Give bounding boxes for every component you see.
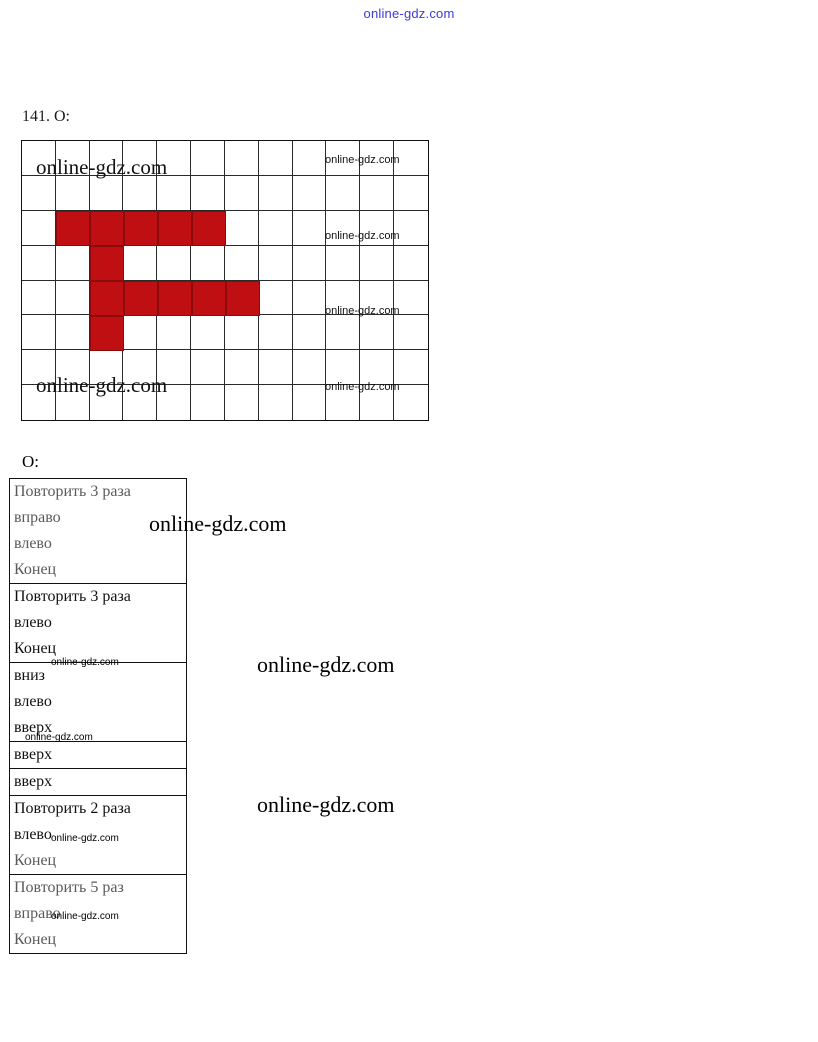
program-line: вправо: [14, 509, 61, 526]
watermark-body-1: online-gdz.com: [149, 511, 287, 536]
watermark-grid-6: online-gdz.com: [325, 381, 400, 393]
program-block: [9, 741, 187, 768]
watermark-prog-3: online-gdz.com: [51, 833, 119, 844]
program-line: Конец: [14, 852, 57, 869]
figure-cell: [124, 211, 158, 246]
program-line: влево: [14, 535, 52, 552]
figure-cell: [90, 246, 124, 281]
watermark-grid-3: online-gdz.com: [325, 230, 400, 242]
program-line: Повторить 2 раза: [14, 800, 131, 817]
program-line: вверх: [14, 719, 53, 736]
watermark-grid-4: online-gdz.com: [325, 305, 400, 317]
problem-label: 141. О:: [22, 108, 70, 125]
grid-figure: [21, 140, 429, 421]
watermark-grid-2: online-gdz.com: [325, 154, 400, 166]
figure-cell: [90, 281, 124, 316]
figure-cell: [90, 211, 124, 246]
program-line: вверх: [14, 746, 53, 763]
figure-cell: [90, 316, 124, 351]
program-line: влево: [14, 693, 52, 710]
figure-cell: [124, 281, 158, 316]
figure-cell: [192, 211, 226, 246]
program-line: Конец: [14, 931, 57, 948]
figure-cell: [158, 211, 192, 246]
watermark-prog-1: online-gdz.com: [51, 657, 119, 668]
program-line: Конец: [14, 561, 57, 578]
program-line: Повторить 5 раз: [14, 879, 124, 896]
watermark-prog-4: online-gdz.com: [51, 911, 119, 922]
figure-cell: [158, 281, 192, 316]
figure-cell: [226, 281, 260, 316]
program-line: влево: [14, 826, 52, 843]
program-block: [9, 583, 187, 662]
figure-cell: [192, 281, 226, 316]
top-watermark: online-gdz.com: [363, 6, 455, 21]
program-line: вправо: [14, 905, 61, 922]
watermark-body-2: online-gdz.com: [257, 652, 395, 677]
program-line: вниз: [14, 667, 45, 684]
watermark-prog-2: online-gdz.com: [25, 732, 93, 743]
watermark-grid-5: online-gdz.com: [36, 373, 168, 397]
program-line: Конец: [14, 640, 57, 657]
program-line: влево: [14, 614, 52, 631]
watermark-grid-1: online-gdz.com: [36, 155, 168, 179]
program-line: Повторить 3 раза: [14, 588, 131, 605]
program-block: [9, 662, 187, 741]
program-line: Повторить 3 раза: [14, 483, 131, 500]
program-block: [9, 768, 187, 795]
program-line: вверх: [14, 773, 53, 790]
program-listing: [9, 478, 187, 954]
watermark-body-3: online-gdz.com: [257, 792, 395, 817]
answer-label: О:: [22, 452, 39, 471]
figure-cell: [56, 211, 90, 246]
